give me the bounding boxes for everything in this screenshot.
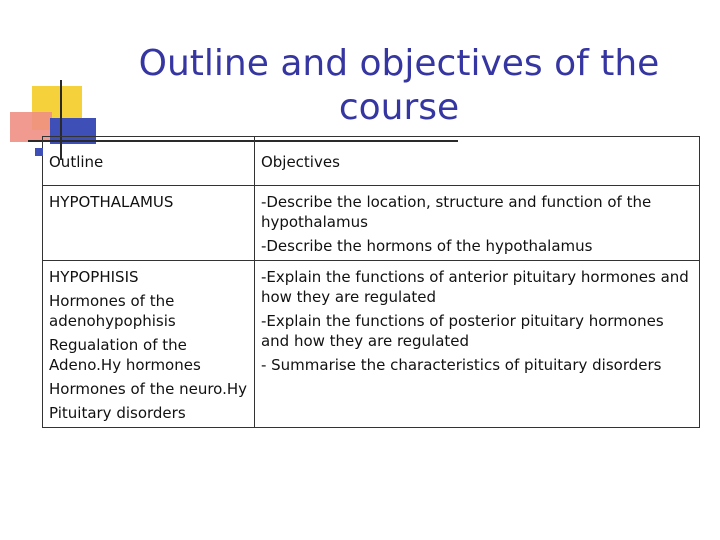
objective-line: -Describe the hormons of the hypothalamus — [260, 237, 593, 255]
table-row — [43, 186, 700, 261]
table-row — [43, 261, 700, 428]
table-header-row — [43, 137, 700, 186]
objective-line: -Explain the functions of anterior pituitary hormones and how they are regulated — [260, 268, 689, 306]
outline-cell — [43, 261, 255, 428]
objective-line: -Describe the location, structure and function of the hypothalamus — [260, 193, 652, 231]
objective-line: - Summarise the characteristics of pituitary disorders — [260, 356, 662, 374]
outline-line: Regualation of the Adeno.Hy hormones — [49, 336, 201, 374]
outline-line: Hormones of the neuro.Hy — [49, 380, 247, 398]
outline-line: Pituitary disorders — [49, 404, 186, 422]
header-outline: Outline — [43, 137, 255, 186]
bullet-square-icon — [35, 148, 43, 156]
slide-title: Outline and objectives of the course — [138, 43, 660, 128]
objectives-cell — [254, 186, 699, 261]
header-objectives: Objectives — [254, 137, 699, 186]
objectives-cell — [254, 261, 699, 428]
outline-line: Hormones of the adenohypophisis — [49, 292, 176, 330]
outline-line: HYPOPHISIS — [49, 268, 139, 286]
outline-line: HYPOTHALAMUS — [49, 193, 174, 211]
objective-line: -Explain the functions of posterior pituitary hormones and how they are regulated — [260, 312, 664, 350]
outline-table-container — [42, 136, 700, 428]
outline-cell — [43, 186, 255, 261]
outline-objectives-table — [42, 136, 700, 428]
